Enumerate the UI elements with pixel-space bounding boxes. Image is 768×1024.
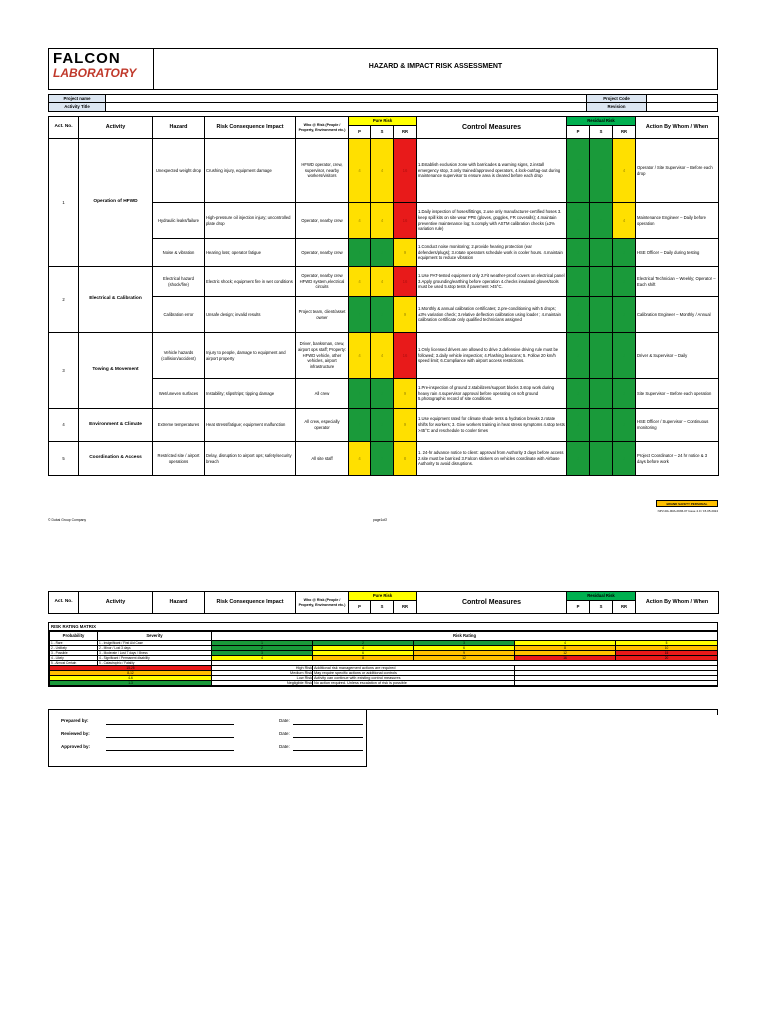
col-res-s: S <box>590 126 613 139</box>
hazard-cell: Vehicle hazards (collision/accident) <box>153 333 205 379</box>
pure-rr-cell: 9 <box>394 239 417 267</box>
res-rr-cell: 3 <box>613 333 636 379</box>
document-title: HAZARD & IMPACT RISK ASSESSMENT <box>153 49 717 89</box>
signoff-block <box>48 709 367 767</box>
reviewed-date-line[interactable] <box>293 737 363 738</box>
reviewed-date-label: Date: <box>279 731 290 736</box>
risk-table-header-repeat <box>48 591 719 614</box>
matrix-severity-head: Severity <box>98 632 212 641</box>
who-at-risk-cell: Project team, client/asset owner <box>296 297 349 333</box>
control-measures-cell: 1.Only licensed drivers are allowed to drive 2.defensive driving rule must be followed; 3.daily vehicle inspection; 4.Flashing beacons; 5. Follow 20 km/h speed limit; 6.Compliance with airport access restrictions. <box>417 333 567 379</box>
col-pure-s: S <box>371 126 394 139</box>
res-p-cell: 3 <box>567 379 590 409</box>
col-activity: Activity <box>79 117 153 139</box>
pure-rr-cell: 16 <box>394 333 417 379</box>
res-p-cell: 3 <box>567 409 590 442</box>
action-by-cell: Driver & Supervisor – Daily <box>636 333 719 379</box>
col-control-measures: Control Measures <box>417 592 567 614</box>
matrix-grid-cell: 20 <box>616 656 718 661</box>
res-s-cell: 1 <box>590 333 613 379</box>
pure-p-cell: 3 <box>349 297 371 333</box>
pure-p-cell: 3 <box>349 409 371 442</box>
consequence-cell: Crushing injury, equipment damage <box>205 139 296 203</box>
col-who-at-risk: Who @ Risk (People / Property, Environment etc.) <box>296 592 349 614</box>
act-no-cell: 3 <box>49 333 79 409</box>
col-consequence: Risk Consequence Impact <box>205 592 296 614</box>
consequence-cell: High-pressure oil injection injury; uncontrolled plate drop <box>205 203 296 239</box>
prepared-line[interactable] <box>106 724 234 725</box>
reviewed-line[interactable] <box>106 737 234 738</box>
pure-s-cell: 2 <box>371 442 394 476</box>
footer-page: page1of2 <box>373 518 388 522</box>
who-at-risk-cell: Driver, banksman, crew, airport ops staff; Property: HFWD vehicle, other vehicles, airport infrastructure <box>296 333 349 379</box>
col-hazard: Hazard <box>153 117 205 139</box>
risk-row <box>49 267 719 297</box>
activity-cell: Towing & Movement <box>79 333 153 409</box>
who-at-risk-cell: All crew, especially operator <box>296 409 349 442</box>
pure-s-cell: 3 <box>371 379 394 409</box>
pure-s-cell: 4 <box>371 267 394 297</box>
hazard-cell: Electrical hazard (shock/fire) <box>153 267 205 297</box>
activity-cell: Operation of HFWD <box>79 139 153 267</box>
approved-date-line[interactable] <box>293 750 363 751</box>
matrix-grid-cell: 4 <box>313 646 414 651</box>
res-s-cell: 1 <box>590 409 613 442</box>
matrix-grid-cell: 3 <box>212 651 313 656</box>
project-code-field[interactable] <box>647 95 717 102</box>
hazard-cell: Noise & vibration <box>153 239 205 267</box>
pure-rr-cell: 9 <box>394 409 417 442</box>
matrix-legend-label: Low Risk <box>212 676 313 681</box>
matrix-rating-head: Risk Rating <box>212 632 718 641</box>
res-rr-cell: 4 <box>613 139 636 203</box>
col-pure-risk: Pure Risk <box>349 592 417 601</box>
project-name-label: Project name <box>49 95 106 102</box>
res-p-cell: 3 <box>567 239 590 267</box>
matrix-grid-cell: 16 <box>515 656 616 661</box>
action-by-cell: HSE Officer – Daily during testing <box>636 239 719 267</box>
activity-cell: Environment & Climate <box>79 409 153 442</box>
pure-p-cell: 4 <box>349 203 371 239</box>
company-logo <box>49 49 153 89</box>
pure-rr-cell: 9 <box>394 379 417 409</box>
pure-rr-cell: 16 <box>394 139 417 203</box>
risk-row <box>49 442 719 476</box>
matrix-legend-desc: Additional risk management actions are required <box>313 666 515 671</box>
pure-s-cell: 3 <box>371 409 394 442</box>
control-measures-cell: 1.Daily inspection of hoses/fittings, 2.use only manufacturer-certified hoses 3. keep spill kits on site wear PPE (gloves, goggles, FR coveralls); 4.maintain preventive maintenance log; 5.comply with ASTM calibration checks (±3% variation rule) <box>417 203 567 239</box>
divider <box>367 709 718 710</box>
who-at-risk-cell: All crew <box>296 379 349 409</box>
pure-s-cell: 3 <box>371 297 394 333</box>
res-s-cell: 2 <box>590 203 613 239</box>
res-p-cell: 2 <box>567 139 590 203</box>
footer-badge: BRAND SAFETY PERSONAL <box>656 500 718 507</box>
project-meta <box>48 94 718 112</box>
matrix-legend-desc: Activity can continue with existing control measures <box>313 676 515 681</box>
res-s-cell: 1 <box>590 267 613 297</box>
matrix-legend-desc: No action required. Unless escalation of risk is possible <box>313 681 515 686</box>
pure-rr-cell: 9 <box>394 297 417 333</box>
res-s-cell: 1 <box>590 239 613 267</box>
action-by-cell: Project Coordinator – 24 hr notice & 3 days before work <box>636 442 719 476</box>
control-measures-cell: 1. 24-hr advance notice to client: approval from Authority 3 days before access 2.site must be barriced 3.Falcon stickers on vehicles coordinate with Airbase Authority to avoid disruptions. <box>417 442 567 476</box>
hazard-cell: Restricted site / airport operations <box>153 442 205 476</box>
matrix-legend-range: 1-3 <box>50 681 212 686</box>
col-residual-risk: Residual Risk <box>567 592 636 601</box>
col-control-measures: Control Measures <box>417 117 567 139</box>
res-p-cell: 3 <box>567 333 590 379</box>
pure-p-cell: 3 <box>349 239 371 267</box>
res-p-cell: 3 <box>567 442 590 476</box>
revision-field[interactable] <box>647 103 717 111</box>
res-rr-cell: 4 <box>613 203 636 239</box>
who-at-risk-cell: Operator, nearby crew <box>296 203 349 239</box>
res-p-cell: 3 <box>567 297 590 333</box>
pure-s-cell: 4 <box>371 333 394 379</box>
pure-rr-cell: 16 <box>394 267 417 297</box>
matrix-sev-row: 2 - Minor / Lost 3 days <box>98 646 212 651</box>
res-rr-cell: 3 <box>613 409 636 442</box>
res-s-cell: 1 <box>590 379 613 409</box>
consequence-cell: Electric shock; equipment fire in wet conditions <box>205 267 296 297</box>
risk-row <box>49 409 719 442</box>
matrix-grid-cell: 5 <box>616 641 718 646</box>
prepared-label: Prepared by: <box>61 718 89 723</box>
approved-date-label: Date: <box>279 744 290 749</box>
who-at-risk-cell: HFWD operator, crew, supervisor, nearby workers/visitors <box>296 139 349 203</box>
revision-label: Revision <box>587 103 647 111</box>
control-measures-cell: 1.Use PAT-tested equipment only 2.Fit weather-proof covers on electrical panel 3.Apply grounding/earthing before operation 4.checks insulated gloves/tools must be used 5.stop tests if pavement >45°C. <box>417 267 567 297</box>
matrix-prob-row: 3 - Possible <box>50 651 98 656</box>
pure-p-cell: 4 <box>349 267 371 297</box>
matrix-grid-cell: 6 <box>414 646 515 651</box>
pure-s-cell: 3 <box>371 239 394 267</box>
act-no-cell: 1 <box>49 139 79 267</box>
action-by-cell: Operator / Site Supervisor – Before each drop <box>636 139 719 203</box>
footer-company: © Dubai Group Company <box>48 518 87 522</box>
col-res-p: P <box>567 601 590 614</box>
prepared-date-label: Date: <box>279 718 290 723</box>
hazard-cell: Wet/uneven surfaces <box>153 379 205 409</box>
col-action-by: Action By Whom / When <box>636 592 719 614</box>
col-res-rr: RR <box>613 601 636 614</box>
matrix-grid-cell: 4 <box>212 656 313 661</box>
matrix-grid-cell: 8 <box>515 646 616 651</box>
col-who-at-risk: Who @ Risk (People / Property, Environment etc.) <box>296 117 349 139</box>
matrix-grid-cell: 1 <box>212 641 313 646</box>
control-measures-cell: 1.Use equipment rated for climate shade tents & hydration breaks 2.rotate shifts for workers; 3. Give workers training in heat stress symptoms 4.stop tests >45°C and reschedule to cooler times <box>417 409 567 442</box>
hazard-cell: Unexpected weight drop <box>153 139 205 203</box>
matrix-grid-cell: 10 <box>616 646 718 651</box>
activity-title-label: Activity Title <box>49 103 106 111</box>
prepared-date-line[interactable] <box>293 724 363 725</box>
matrix-grid-cell: 8 <box>313 656 414 661</box>
hazard-cell: Calibration error <box>153 297 205 333</box>
who-at-risk-cell: Operator, nearby crew <box>296 239 349 267</box>
hazard-cell: Extreme temperatures <box>153 409 205 442</box>
matrix-grid-cell: 9 <box>414 651 515 656</box>
res-p-cell: 2 <box>567 203 590 239</box>
res-rr-cell: 3 <box>613 379 636 409</box>
col-pure-rr: RR <box>394 601 417 614</box>
matrix-grid-cell: 12 <box>515 651 616 656</box>
activity-cell: Coordination & Access <box>79 442 153 476</box>
matrix-legend-desc: May require specific actions or additional controls <box>313 671 515 676</box>
matrix-grid-cell: 6 <box>313 651 414 656</box>
matrix-legend-label: Negligible Risk <box>212 681 313 686</box>
activity-cell: Electrical & Calibration <box>79 267 153 333</box>
col-pure-p: P <box>349 126 371 139</box>
matrix-grid-cell: 15 <box>616 651 718 656</box>
col-act-no: Act. No. <box>49 117 79 139</box>
action-by-cell: Site Supervisor – Before each operation <box>636 379 719 409</box>
matrix-grid-cell: 4 <box>515 641 616 646</box>
col-res-s: S <box>590 601 613 614</box>
matrix-legend-label: Medium Risk <box>212 671 313 676</box>
project-name-field[interactable] <box>106 95 587 102</box>
matrix-sev-row: 3 - Moderate / Lost 7 days / Illness <box>98 651 212 656</box>
logo-top: FALCON <box>53 50 121 67</box>
control-measures-cell: 1.Conduct noise monitoring; 2.provide hearing protection (ear defenders/plugs); 3.rotate operators schedule work in cooler hours. 4.maintain equipment to reduce vibration <box>417 239 567 267</box>
who-at-risk-cell: Operator, nearby crew HFWD system,electrical circuits <box>296 267 349 297</box>
matrix-legend-range: 15-25 <box>50 666 212 671</box>
matrix-grid-cell: 2 <box>313 641 414 646</box>
col-activity: Activity <box>79 592 153 614</box>
col-res-rr: RR <box>613 126 636 139</box>
col-pure-risk: Pure Risk <box>349 117 417 126</box>
col-pure-rr: RR <box>394 126 417 139</box>
matrix-prob-row: 2 - Unlikely <box>50 646 98 651</box>
col-pure-s: S <box>371 601 394 614</box>
res-s-cell: 1 <box>590 442 613 476</box>
who-at-risk-cell: All site staff <box>296 442 349 476</box>
control-measures-cell: 1.Monthly & annual calibration certificates; 2.pre-conditioning with 5 drops; ±3% variation check; 3.relative deflection calibration using loader ; 4.maintain calibration certificate only qualified technicians assigned <box>417 297 567 333</box>
act-no-cell: 2 <box>49 267 79 333</box>
col-residual-risk: Residual Risk <box>567 117 636 126</box>
matrix-prob-row: 5 - Almost Certain <box>50 661 98 666</box>
action-by-cell: Electrical Technician – Weekly; Operator – Each shift <box>636 267 719 297</box>
col-action-by: Action By Whom / When <box>636 117 719 139</box>
act-no-cell: 4 <box>49 409 79 442</box>
footer-docref: NPV-RA-IIRA-FRM-07 Issue 4.0 / 15.05.2024 <box>657 509 718 513</box>
hazard-cell: Hydraulic leaks/failure <box>153 203 205 239</box>
matrix-prob-row: 4 - Likely <box>50 656 98 661</box>
consequence-cell: Instability; slips/trips; tipping damage <box>205 379 296 409</box>
pure-rr-cell: 8 <box>394 442 417 476</box>
matrix-sev-row: 1 - Insignificant / First Aid Case <box>98 641 212 646</box>
consequence-cell: Heat stress/fatigue; equipment malfunction <box>205 409 296 442</box>
control-measures-cell: 1.Pre-inspection of ground 2.stabilizers/support blocks 3.stop work during heavy rain 4.supervisor approval before operating on soft ground 5.photographic record of site conditions. <box>417 379 567 409</box>
consequence-cell: Hearing loss; operator fatigue <box>205 239 296 267</box>
res-rr-cell: 3 <box>613 267 636 297</box>
act-no-cell: 5 <box>49 442 79 476</box>
risk-row <box>49 139 719 203</box>
res-s-cell: 2 <box>590 139 613 203</box>
matrix-legend-range: 4-6 <box>50 676 212 681</box>
col-act-no: Act. No. <box>49 592 79 614</box>
project-code-label: Project Code <box>587 95 647 102</box>
reviewed-label: Reviewed by: <box>61 731 90 736</box>
divider-tick <box>717 709 718 715</box>
pure-p-cell: 3 <box>349 379 371 409</box>
col-res-p: P <box>567 126 590 139</box>
matrix-caption: RISK RATING MATRIX <box>49 623 717 631</box>
action-by-cell: Maintenance Engineer – Daily before operation <box>636 203 719 239</box>
page-footer <box>48 502 718 544</box>
risk-rating-matrix <box>48 622 718 687</box>
res-rr-cell: 3 <box>613 297 636 333</box>
consequence-cell: Injury to people, damage to equipment and airport property <box>205 333 296 379</box>
control-measures-cell: 1.Establish exclusion zone with barricades & warning signs, 2.install emergency stop, 3.only trained/approved operators, 4.lock-out/tag-out during maintenance supervisor to ensure area is cleared before each drop <box>417 139 567 203</box>
pure-s-cell: 4 <box>371 139 394 203</box>
logo-bottom: LABORATORY <box>53 66 137 80</box>
approved-label: Approved by: <box>61 744 91 749</box>
matrix-grid-cell: 12 <box>414 656 515 661</box>
res-s-cell: 1 <box>590 297 613 333</box>
matrix-legend-label: High Risk <box>212 666 313 671</box>
matrix-sev-row: 4 - Significant / Permanent disability <box>98 656 212 661</box>
pure-s-cell: 4 <box>371 203 394 239</box>
matrix-sev-row: 5 - Catastrophic / Fatality <box>98 661 212 666</box>
res-rr-cell: 3 <box>613 442 636 476</box>
action-by-cell: HSE Officer / Supervisor – Continuous monitoring <box>636 409 719 442</box>
pure-p-cell: 4 <box>349 442 371 476</box>
matrix-probability-head: Probability <box>50 632 98 641</box>
header <box>48 48 718 90</box>
res-p-cell: 3 <box>567 267 590 297</box>
matrix-grid-cell: 2 <box>212 646 313 651</box>
consequence-cell: Unsafe design; invalid results <box>205 297 296 333</box>
pure-p-cell: 4 <box>349 333 371 379</box>
col-hazard: Hazard <box>153 592 205 614</box>
matrix-prob-row: 1 - Rare <box>50 641 98 646</box>
action-by-cell: Calibration Engineer – Monthly / Annual <box>636 297 719 333</box>
col-consequence: Risk Consequence Impact <box>205 117 296 139</box>
res-rr-cell: 3 <box>613 239 636 267</box>
matrix-grid-cell: 3 <box>414 641 515 646</box>
activity-title-field[interactable] <box>106 103 587 111</box>
matrix-legend-range: 8-12 <box>50 671 212 676</box>
col-pure-p: P <box>349 601 371 614</box>
approved-line[interactable] <box>106 750 234 751</box>
risk-row <box>49 333 719 379</box>
risk-table <box>48 116 719 476</box>
pure-p-cell: 4 <box>349 139 371 203</box>
consequence-cell: Delay, disruption to airport ops; safety/security breach <box>205 442 296 476</box>
pure-rr-cell: 16 <box>394 203 417 239</box>
